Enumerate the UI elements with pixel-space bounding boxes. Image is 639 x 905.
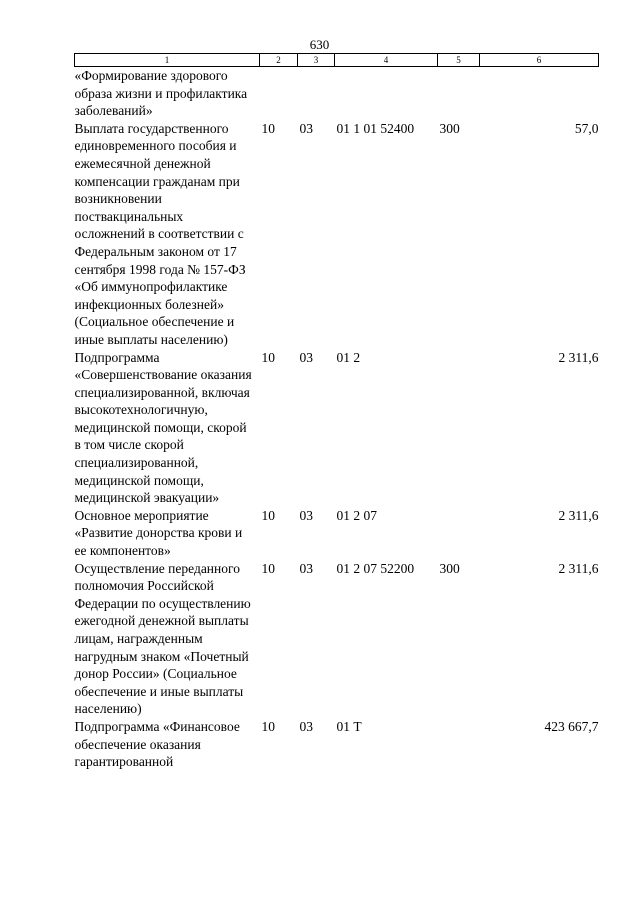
row-amount: 2 311,6 [558, 507, 599, 523]
row-section: 10 [261, 560, 275, 576]
table-body [75, 67, 599, 771]
row-name: Подпрограмма «Финансовое обеспечение оказания гарантированной [74, 718, 240, 770]
row-expense-type: 300 [439, 120, 460, 136]
row-amount: 57,0 [574, 120, 599, 136]
row-amount: 2 311,6 [558, 560, 599, 576]
row-subsection: 03 [299, 718, 313, 734]
row-expense-type: 300 [439, 560, 460, 576]
row-subsection: 03 [299, 507, 313, 523]
row-amount: 2 311,6 [558, 349, 599, 365]
table-header [75, 54, 599, 67]
header-col-2: 2 [260, 54, 298, 67]
row-section: 10 [261, 120, 275, 136]
table-row [75, 67, 599, 120]
row-name: Выплата государственного единовременного пособия и ежемесячной денежной компенсации гражданам при возникновении поствакцинальных осложнений в соответствии с Федеральным законом от 17 сентября 1998 года № 157-ФЗ «Об иммунопрофилактике инфекционных болезней» (Социальное обеспечение и иные выплаты населению) [74, 120, 246, 347]
row-name: «Формирование здорового образа жизни и профилактика заболеваний» [74, 68, 248, 119]
row-subsection: 03 [299, 120, 313, 136]
budget-table [74, 53, 599, 771]
row-expense-type [438, 507, 480, 560]
row-target: 01 2 07 [336, 507, 377, 523]
row-target: 01 1 01 52400 [336, 120, 415, 136]
table-row [75, 349, 599, 507]
row-target: 01 2 07 52200 [336, 560, 415, 576]
header-col-5: 5 [438, 54, 480, 67]
row-section: 10 [261, 507, 275, 523]
table-row [75, 120, 599, 349]
row-name: Подпрограмма «Совершенствование оказания специализированной, включая высокотехнологичную, медицинской помощи, скорой в том числе скорой специализированной, медицинской помощи, медицинской эвакуации» [74, 349, 252, 506]
row-expense-type [438, 718, 480, 771]
table-row [75, 560, 599, 718]
row-expense-type [438, 67, 480, 120]
row-name: Осуществление переданного полномочия Российской Федерации по осуществлению ежегодной денежной выплаты лицам, награжденным нагрудным знаком «Почетный донор России» (Социальное обеспечение и иные выплаты населению) [74, 560, 251, 717]
header-col-1: 1 [75, 54, 260, 67]
row-target: 01 2 [336, 349, 361, 365]
header-col-3: 3 [298, 54, 335, 67]
page-number: 630 [309, 37, 330, 52]
row-target: 01 Т [336, 718, 362, 734]
row-expense-type [438, 349, 480, 507]
row-subsection [298, 67, 335, 120]
row-section: 10 [261, 718, 275, 734]
row-subsection: 03 [299, 560, 313, 576]
row-target [335, 67, 438, 120]
row-section: 10 [261, 349, 275, 365]
header-row [75, 54, 599, 67]
row-amount [480, 67, 599, 120]
row-amount: 423 667,7 [544, 718, 599, 734]
header-col-6: 6 [480, 54, 599, 67]
row-name: Основное мероприятие «Развитие донорства крови и ее компонентов» [74, 507, 243, 559]
table-row [75, 507, 599, 560]
header-col-4: 4 [335, 54, 438, 67]
row-subsection: 03 [299, 349, 313, 365]
row-section [260, 67, 298, 120]
table-row [75, 718, 599, 771]
